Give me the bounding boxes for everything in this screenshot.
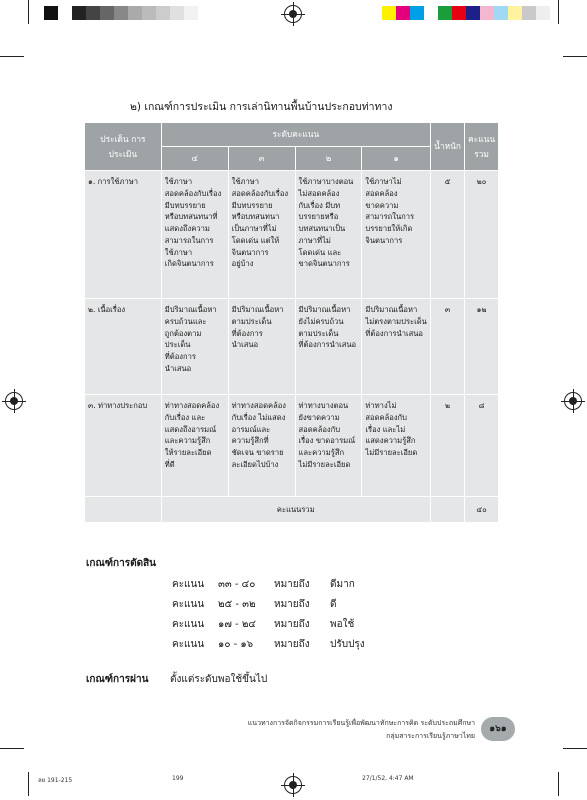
- cell-line: และความรู้สึก: [164, 436, 211, 446]
- color-bar: [382, 6, 550, 20]
- crop-mark: [28, 0, 29, 24]
- registration-mark: [284, 5, 302, 23]
- cell-line: ขาดความ: [365, 200, 399, 210]
- crop-mark: [0, 748, 24, 749]
- cell-line: ความรู้สึกที่: [231, 436, 269, 446]
- level-4-cell: [161, 395, 228, 497]
- judgement-grade: ดี: [330, 599, 337, 610]
- judgement-range: ๑๐ - ๑๖: [218, 639, 254, 650]
- judgement-label: คะแนน: [172, 599, 205, 610]
- crop-mark: [0, 56, 24, 57]
- level-4-cell: [161, 299, 228, 395]
- level-2-cell: [295, 171, 362, 299]
- cell-line: สามารถในการ: [365, 212, 415, 222]
- header-total: คะแนน รวม: [465, 123, 499, 171]
- cell-line: ภาษาที่ไม่: [298, 235, 331, 245]
- page-number: ๑๖๑: [481, 717, 515, 741]
- cell-line: ใช้ภาษา: [231, 177, 260, 186]
- pass-title: เกณฑ์การผ่าน: [86, 674, 149, 685]
- crop-mark: [563, 748, 587, 749]
- crop-mark: [558, 772, 559, 796]
- total-cell: ๑๒: [465, 299, 499, 395]
- total-cell: ๘: [465, 395, 499, 497]
- slug-file: ลย 191-215: [38, 777, 73, 784]
- cell-line: มีปริมาณเนื้อหา: [298, 305, 351, 314]
- cell-line: กับเรื่อง มีบท: [298, 200, 341, 210]
- cell-line: ที่ต้องการนำเสนอ: [298, 340, 357, 350]
- cell-line: ท่าทางไม่: [365, 401, 397, 410]
- judgement-row: [172, 617, 354, 632]
- cell-line: แสดงถึงอารมณ์: [164, 424, 217, 434]
- grayscale-bar: [44, 6, 198, 20]
- cell-line: เป็นภาษาที่ไม่: [231, 224, 277, 234]
- cell-line: ละเอียดไปบ้าง: [231, 459, 279, 469]
- table-row: [85, 395, 499, 497]
- weight-cell: ๓: [430, 299, 464, 395]
- criterion: ๒. เนื้อเรื่อง: [85, 299, 162, 395]
- level-3-cell: [228, 171, 295, 299]
- header-criteria: ประเด็น การประเมิน: [85, 123, 162, 171]
- cell-line: ยังขาดความ: [298, 412, 340, 422]
- table-cell: [430, 497, 464, 523]
- cell-line: บทสนทนาเป็น: [298, 224, 346, 234]
- cell-line: มีปริมาณเนื้อหา: [365, 305, 418, 314]
- cell-line: มีปริมาณเนื้อหา: [231, 305, 284, 314]
- cell-line: สอดคล้องกับเรื่อง: [164, 188, 222, 198]
- judgement-means: หมายถึง: [274, 639, 310, 650]
- criterion: ๑. การใช้ภาษา: [85, 171, 162, 299]
- judgement-row: [172, 577, 355, 592]
- weight-cell: ๕: [430, 171, 464, 299]
- cell-line: มีบทบรรยาย: [231, 200, 273, 210]
- level-1-cell: [362, 171, 430, 299]
- section-heading: ๒) เกณฑ์การประเมิน การเล่านิทานพื้นบ้านประกอบท่าทาง: [130, 101, 393, 113]
- cell-line: ยังไม่ครบถ้วน: [298, 316, 344, 326]
- judgement-means: หมายถึง: [274, 619, 310, 630]
- level-1-cell: [362, 395, 430, 497]
- header-level: ๒: [295, 147, 362, 171]
- cell-line: แสดงความรู้สึก: [365, 436, 416, 446]
- cell-line: ตามประเด็น: [298, 328, 339, 338]
- crop-mark: [563, 56, 587, 57]
- cell-line: เกิดจินตนาการ: [164, 259, 214, 269]
- table-row: [85, 171, 499, 299]
- judgement-grade: พอใช้: [330, 619, 355, 630]
- cell-line: หรือบทสนทนา: [231, 212, 280, 222]
- cell-line: ท่าทางสอดคล้อง: [231, 401, 287, 410]
- cell-line: หรือบทสนทนาที่: [164, 212, 218, 222]
- cell-line: อารมณ์และ: [231, 424, 271, 434]
- header-level: ๑: [362, 147, 430, 171]
- judgement-grade: ดีมาก: [330, 579, 355, 590]
- cell-line: โดดเด่น และ: [298, 247, 342, 257]
- registration-mark: [284, 776, 302, 794]
- cell-line: และความรู้สึก: [298, 448, 345, 458]
- cell-line: ไม่ตรงตามประเด็น: [365, 316, 427, 326]
- cell-line: ใช้ภาษาไม่: [365, 177, 402, 186]
- table-row: [85, 299, 499, 395]
- judgement-range: ๒๕ - ๓๒: [218, 599, 256, 610]
- judgement-label: คะแนน: [172, 579, 205, 590]
- weight-cell: ๒: [430, 395, 464, 497]
- cell-line: โดดเด่น แต่ให้: [231, 235, 280, 245]
- cell-line: บรรยายให้เกิด: [365, 224, 413, 234]
- cell-line: ขาดจินตนาการ: [298, 259, 350, 269]
- cell-line: ครบถ้วนและ: [164, 316, 207, 326]
- sum-label: คะแนนรวม: [161, 497, 430, 523]
- cell-line: ที่ต้องการ: [231, 328, 263, 338]
- cell-line: สอดคล้อง: [365, 188, 398, 198]
- slug-page: 199: [172, 775, 184, 782]
- cell-line: บรรยายหรือ: [298, 212, 339, 222]
- sum-value: ๔๐: [465, 497, 499, 523]
- cell-line: มีปริมาณเนื้อหา: [164, 305, 217, 314]
- judgement-title: เกณฑ์การตัดสิน: [86, 558, 157, 569]
- header-weight: น้ำหนัก: [430, 123, 464, 171]
- cell-line: นำเสนอ: [164, 363, 192, 373]
- level-1-cell: [362, 299, 430, 395]
- level-4-cell: [161, 171, 228, 299]
- cell-line: ท่าทางสอดคล้อง: [164, 401, 220, 410]
- level-2-cell: [295, 395, 362, 497]
- crop-mark: [558, 0, 559, 24]
- cell-line: ที่ดี: [164, 459, 175, 469]
- judgement-range: ๓๓ - ๔๐: [218, 579, 256, 590]
- registration-mark: [5, 392, 23, 410]
- cell-line: สอดคล้องกับ: [365, 412, 407, 422]
- judgement-grade: ปรับปรุง: [330, 639, 365, 650]
- cell-line: ตามประเด็น: [231, 316, 272, 326]
- cell-line: ไม่มีรายละเอียด: [365, 448, 418, 458]
- cell-line: เรื่อง ขาดอารมณ์: [298, 436, 356, 446]
- cell-line: สอดคล้องกับเรื่อง: [231, 188, 289, 198]
- footer-subject: กลุ่มสาระการเรียนรู้ภาษาไทย: [386, 732, 475, 740]
- cell-line: นำเสนอ: [231, 340, 259, 350]
- level-3-cell: [228, 299, 295, 395]
- slug-date: 27/1/52, 4:47 AM: [362, 775, 414, 782]
- cell-line: ใช้ภาษา: [164, 177, 193, 186]
- judgement-row: [172, 637, 365, 652]
- cell-line: อยู่บ้าง: [231, 259, 254, 269]
- crop-mark: [28, 772, 29, 796]
- header-level: ๓: [228, 147, 295, 171]
- pass-text: ตั้งแต่ระดับพอใช้ขึ้นไป: [170, 674, 268, 685]
- table-cell: [85, 497, 162, 523]
- header-levels: ระดับคะแนน: [161, 123, 430, 147]
- judgement-label: คะแนน: [172, 639, 205, 650]
- cell-line: กับเรื่อง และ: [164, 412, 206, 422]
- cell-line: สอดคล้องกับ: [298, 424, 341, 434]
- judgement-means: หมายถึง: [274, 579, 310, 590]
- cell-line: ไม่สอดคล้อง: [298, 188, 340, 198]
- header-level: ๔: [161, 147, 228, 171]
- cell-line: มีบทบรรยาย: [164, 200, 206, 210]
- level-2-cell: [295, 299, 362, 395]
- judgement-range: ๑๗ - ๒๔: [218, 619, 256, 630]
- cell-line: เรื่อง และไม่: [365, 424, 406, 434]
- cell-line: ประเด็น: [164, 340, 191, 350]
- cell-line: ที่ต้องการ: [164, 352, 196, 362]
- judgement-row: [172, 597, 337, 612]
- cell-line: ใช้ภาษาบางตอน: [298, 177, 354, 186]
- cell-line: ไม่มีรายละเอียด: [298, 459, 351, 469]
- cell-line: จินตนาการ: [231, 247, 269, 257]
- cell-line: จินตนาการ: [365, 235, 403, 245]
- cell-line: ใช้ภาษา: [164, 247, 193, 257]
- registration-mark: [564, 392, 582, 410]
- total-cell: ๒๐: [465, 171, 499, 299]
- cell-line: กับเรื่อง ไม่แสดง: [231, 412, 286, 422]
- cell-line: ให้รายละเอียด: [164, 448, 212, 458]
- cell-line: ท่าทางบางตอน: [298, 401, 349, 410]
- criterion: ๓. ท่าทางประกอบ: [85, 395, 162, 497]
- cell-line: สามารถในการ: [164, 235, 214, 245]
- footer-book-title: แนวทางการจัดกิจกรรมการเรียนรู้เพื่อพัฒนาทักษะการคิด ระดับประถมศึกษา: [247, 719, 475, 727]
- cell-line: ที่ต้องการนำเสนอ: [365, 328, 423, 338]
- judgement-means: หมายถึง: [274, 599, 310, 610]
- level-3-cell: [228, 395, 295, 497]
- rubric-table: [84, 122, 499, 523]
- cell-line: แสดงถึงความ: [164, 224, 210, 234]
- judgement-label: คะแนน: [172, 619, 205, 630]
- cell-line: ชัดเจน ขาดราย: [231, 448, 284, 458]
- cell-line: ถูกต้องตาม: [164, 328, 202, 338]
